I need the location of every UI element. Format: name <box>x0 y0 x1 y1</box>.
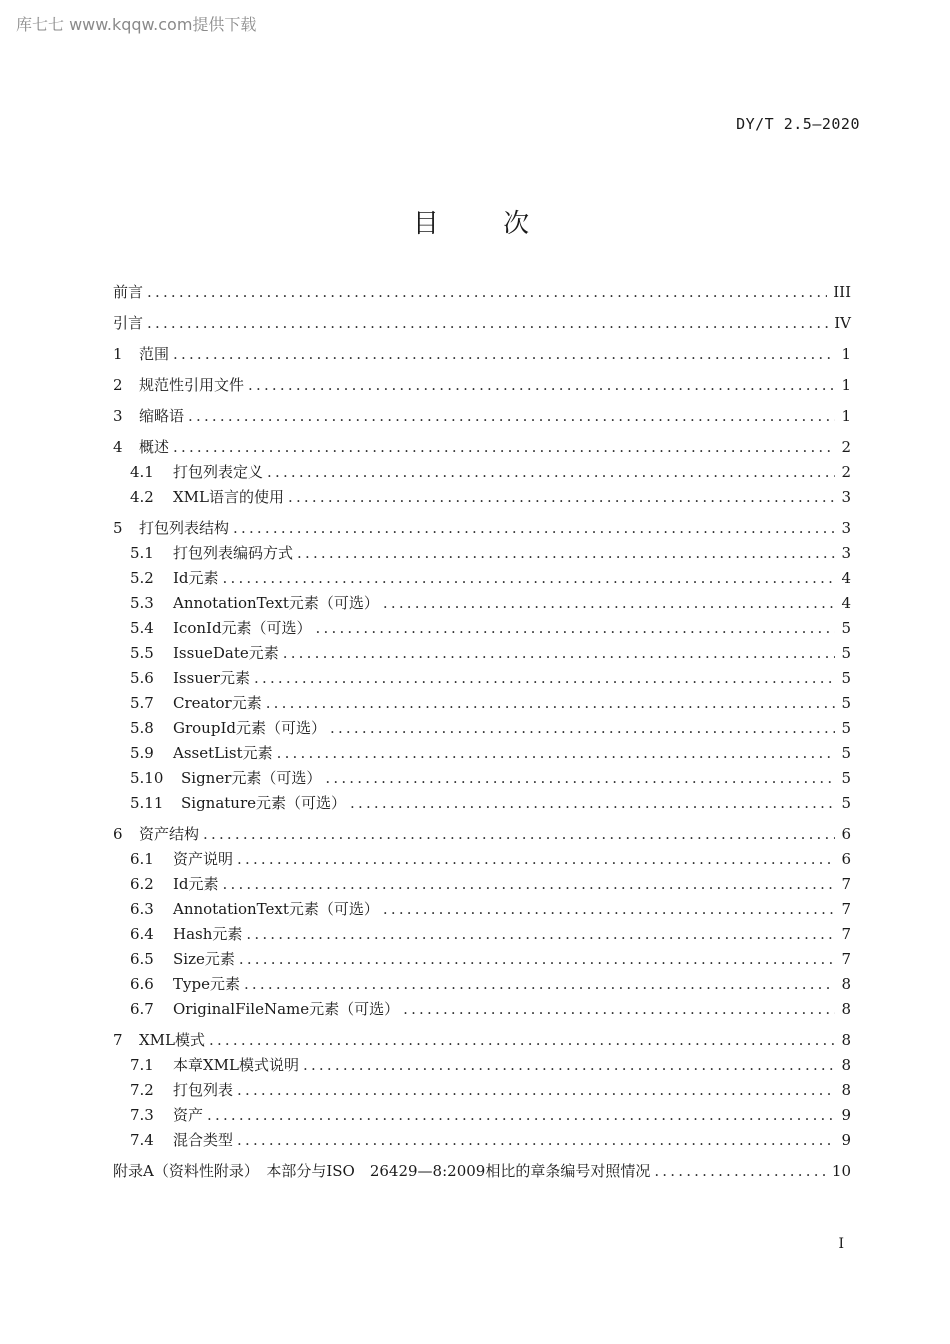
toc-entry-number: 6.3 <box>130 900 154 918</box>
toc-entry-title: 概述 <box>139 438 170 456</box>
toc-title: 目 次 <box>412 209 558 239</box>
toc-entry-title: Size元素 <box>173 950 235 968</box>
toc-entry-title: AssetList元素 <box>173 744 273 762</box>
toc-entry-title: 混合类型 <box>173 1131 234 1149</box>
toc-entry[interactable] <box>113 1078 851 1103</box>
toc-entry-number: 6.7 <box>130 1000 154 1018</box>
toc-entry[interactable] <box>113 872 851 897</box>
toc-entry-page: 2 <box>841 438 851 456</box>
toc-entry-page: 3 <box>841 544 851 562</box>
toc-entry[interactable] <box>113 460 851 485</box>
toc-entry-page: 4 <box>841 569 851 587</box>
toc-entry[interactable] <box>113 641 851 666</box>
toc-leader-dots <box>350 791 835 816</box>
toc-entry-title: 打包列表结构 <box>139 519 230 537</box>
toc-entry[interactable] <box>113 373 851 398</box>
toc-entry-title: Type元素 <box>173 975 240 993</box>
toc-entry[interactable] <box>113 435 851 460</box>
toc-entry-title: 缩略语 <box>139 407 185 425</box>
toc-leader-dots <box>173 342 835 367</box>
toc-leader-dots <box>403 997 835 1022</box>
toc-entry-number: 5.6 <box>130 669 154 687</box>
toc-entry[interactable] <box>113 847 851 872</box>
table-of-contents <box>113 280 851 1184</box>
toc-entry[interactable] <box>113 897 851 922</box>
toc-entry-number: 5.7 <box>130 694 154 712</box>
toc-entry[interactable] <box>113 691 851 716</box>
toc-leader-dots <box>223 872 835 897</box>
toc-entry-number: 6.2 <box>130 875 154 893</box>
toc-leader-dots <box>383 591 835 616</box>
toc-entry-number: 5.11 <box>130 794 164 812</box>
toc-entry-title: 前言 <box>113 283 144 301</box>
toc-entry-number: 5.10 <box>130 769 164 787</box>
toc-entry-title: XML语言的使用 <box>173 488 284 506</box>
toc-entry-title: AnnotationText元素（可选） <box>173 900 379 918</box>
toc-entry-number: 6.1 <box>130 850 154 868</box>
toc-entry-page: 4 <box>841 594 851 612</box>
toc-leader-dots <box>188 404 835 429</box>
toc-entry-number: 5.2 <box>130 569 154 587</box>
toc-entry[interactable] <box>113 311 851 336</box>
toc-leader-dots <box>147 280 827 305</box>
toc-entry[interactable] <box>113 516 851 541</box>
toc-entry-number: 2 <box>113 376 123 394</box>
toc-entry-page: 1 <box>841 345 851 363</box>
toc-entry-page: 5 <box>841 719 851 737</box>
toc-entry[interactable] <box>113 1053 851 1078</box>
toc-entry[interactable] <box>113 972 851 997</box>
toc-leader-dots <box>654 1159 826 1184</box>
toc-entry-number: 7.2 <box>130 1081 154 1099</box>
toc-leader-dots <box>248 373 835 398</box>
toc-entry[interactable] <box>113 922 851 947</box>
toc-entry-title: Creator元素 <box>173 694 262 712</box>
toc-leader-dots <box>325 766 835 791</box>
toc-entry-page: 5 <box>841 669 851 687</box>
toc-entry-page: 3 <box>841 519 851 537</box>
toc-entry-number: 5.9 <box>130 744 154 762</box>
toc-entry[interactable] <box>113 616 851 641</box>
toc-entry[interactable] <box>113 791 851 816</box>
toc-entry-page: 5 <box>841 769 851 787</box>
toc-entry-title: 引言 <box>113 314 144 332</box>
toc-entry[interactable] <box>113 485 851 510</box>
toc-entry-title: GroupId元素（可选） <box>173 719 326 737</box>
toc-leader-dots <box>223 566 835 591</box>
toc-entry-number: 1 <box>113 345 123 363</box>
toc-entry-title: 资产结构 <box>139 825 200 843</box>
toc-leader-dots <box>237 1128 835 1153</box>
toc-entry-number: 3 <box>113 407 123 425</box>
toc-leader-dots <box>283 641 835 666</box>
toc-leader-dots <box>244 972 835 997</box>
toc-leader-dots <box>233 516 835 541</box>
toc-entry[interactable] <box>113 404 851 429</box>
toc-leader-dots <box>383 897 835 922</box>
toc-entry[interactable] <box>113 1159 851 1184</box>
toc-entry-page: 7 <box>841 950 851 968</box>
toc-entry-title: AnnotationText元素（可选） <box>173 594 379 612</box>
toc-entry-title: 规范性引用文件 <box>139 376 245 394</box>
toc-entry-page: 3 <box>841 488 851 506</box>
toc-entry-title: XML模式 <box>139 1031 205 1049</box>
toc-entry-title: IssueDate元素 <box>173 644 279 662</box>
toc-leader-dots <box>316 616 835 641</box>
toc-entry-page: 7 <box>841 875 851 893</box>
toc-leader-dots <box>209 1028 835 1053</box>
toc-entry-title: Issuer元素 <box>173 669 251 687</box>
toc-entry-page: 9 <box>841 1131 851 1149</box>
toc-leader-dots <box>173 435 835 460</box>
toc-entry-title: 范围 <box>139 345 170 363</box>
toc-leader-dots <box>266 691 835 716</box>
toc-entry-page: 7 <box>841 925 851 943</box>
toc-entry[interactable] <box>113 1028 851 1053</box>
toc-entry-page: 7 <box>841 900 851 918</box>
toc-entry[interactable] <box>113 591 851 616</box>
toc-entry-page: 5 <box>841 619 851 637</box>
toc-entry-title: 打包列表定义 <box>173 463 264 481</box>
toc-entry-title: Signer元素（可选） <box>181 769 322 787</box>
toc-entry-number: 7 <box>113 1031 123 1049</box>
toc-entry[interactable] <box>113 342 851 367</box>
toc-leader-dots <box>303 1053 835 1078</box>
toc-entry[interactable] <box>113 997 851 1022</box>
toc-entry-title: 打包列表 <box>173 1081 234 1099</box>
toc-entry-page: 1 <box>841 407 851 425</box>
toc-leader-dots <box>237 847 835 872</box>
toc-entry-page: 10 <box>831 1162 851 1180</box>
toc-entry-number: 5.5 <box>130 644 154 662</box>
toc-entry-page: 8 <box>841 1000 851 1018</box>
toc-entry-page: 5 <box>841 744 851 762</box>
toc-entry-title: 本章XML模式说明 <box>173 1056 299 1074</box>
toc-entry-page: 5 <box>841 644 851 662</box>
toc-entry[interactable] <box>113 541 851 566</box>
toc-leader-dots <box>203 822 835 847</box>
toc-leader-dots <box>288 485 835 510</box>
toc-entry-title: 附录A（资料性附录） 本部分与ISO 26429—8:2009相比的章条编号对照情况 <box>113 1162 651 1180</box>
toc-entry-page: 6 <box>841 850 851 868</box>
toc-entry-page: 2 <box>841 463 851 481</box>
toc-leader-dots <box>207 1103 835 1128</box>
toc-entry-number: 5.1 <box>130 544 154 562</box>
toc-entry-number: 5.3 <box>130 594 154 612</box>
toc-leader-dots <box>267 460 835 485</box>
toc-leader-dots <box>254 666 835 691</box>
toc-entry-number: 7.3 <box>130 1106 154 1124</box>
toc-entry[interactable] <box>113 666 851 691</box>
toc-entry-number: 5 <box>113 519 123 537</box>
toc-entry-number: 5.8 <box>130 719 154 737</box>
toc-entry-title: 打包列表编码方式 <box>173 544 294 562</box>
toc-entry[interactable] <box>113 947 851 972</box>
toc-entry-page: 5 <box>841 694 851 712</box>
toc-entry-title: Id元素 <box>173 569 219 587</box>
toc-entry-page: 1 <box>841 376 851 394</box>
toc-entry-number: 4.1 <box>130 463 154 481</box>
toc-entry-number: 6.6 <box>130 975 154 993</box>
toc-leader-dots <box>246 922 835 947</box>
toc-entry-page: 8 <box>841 1056 851 1074</box>
standard-code: DY/T 2.5—2020 <box>736 115 860 133</box>
toc-leader-dots <box>297 541 835 566</box>
toc-entry-page: 8 <box>841 1031 851 1049</box>
toc-entry-number: 7.4 <box>130 1131 154 1149</box>
toc-entry-page: 8 <box>841 1081 851 1099</box>
toc-entry-title: 资产 <box>173 1106 204 1124</box>
toc-entry-title: Id元素 <box>173 875 219 893</box>
toc-entry[interactable] <box>113 566 851 591</box>
toc-leader-dots <box>277 741 835 766</box>
toc-entry-title: 资产说明 <box>173 850 234 868</box>
toc-entry-number: 7.1 <box>130 1056 154 1074</box>
toc-entry-page: III <box>833 283 851 301</box>
toc-entry-number: 5.4 <box>130 619 154 637</box>
toc-entry[interactable] <box>113 1103 851 1128</box>
toc-leader-dots <box>147 311 828 336</box>
toc-entry-title: Signature元素（可选） <box>181 794 347 812</box>
toc-entry-page: 5 <box>841 794 851 812</box>
toc-entry-title: Hash元素 <box>173 925 243 943</box>
toc-entry-page: 6 <box>841 825 851 843</box>
watermark-text: 库七七 www.kqqw.com提供下载 <box>16 15 257 34</box>
toc-entry-number: 4 <box>113 438 123 456</box>
toc-entry[interactable] <box>113 1128 851 1153</box>
toc-entry-number: 6.5 <box>130 950 154 968</box>
toc-entry[interactable] <box>113 741 851 766</box>
toc-entry-number: 4.2 <box>130 488 154 506</box>
toc-entry-title: IconId元素（可选） <box>173 619 312 637</box>
toc-entry-page: 9 <box>841 1106 851 1124</box>
toc-leader-dots <box>237 1078 835 1103</box>
toc-leader-dots <box>330 716 835 741</box>
toc-entry[interactable] <box>113 822 851 847</box>
toc-entry[interactable] <box>113 280 851 305</box>
toc-leader-dots <box>239 947 835 972</box>
toc-entry[interactable] <box>113 716 851 741</box>
toc-entry-number: 6.4 <box>130 925 154 943</box>
toc-entry-title: OriginalFileName元素（可选） <box>173 1000 400 1018</box>
toc-entry-page: IV <box>834 314 851 332</box>
page-number: I <box>838 1236 844 1252</box>
toc-entry-page: 8 <box>841 975 851 993</box>
toc-entry-number: 6 <box>113 825 123 843</box>
toc-entry[interactable] <box>113 766 851 791</box>
